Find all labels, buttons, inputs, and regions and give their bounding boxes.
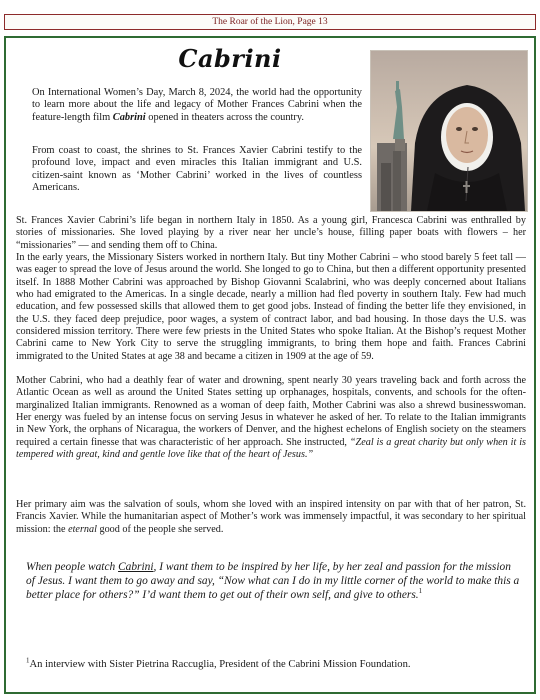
body-paragraph-2: In the early years, the Missionary Sisters worked in northern Italy. But tiny Mother Cabrini – who stood barely 5 feet tall — was eager to spread the love of Jesus around the world. She longed to go to China, but then a different opportunity presented itself. In 1888 Mother Cabrini was approached by Bishop Giovanni Scalabrini, who was deeply concerned about Italians who had emigrated to the Americas. In a single decade, nearly a million had fled poverty in southern Italy. Few had much education, and few possessed skills that allowed them to get good jobs. Instead of finding the better life they envisioned, in the U.S. they faced deep prejudice, poor wages, a system of contract labor, and bad housing. In those days the U.S. was considered mission territory. There were few priests in the United States who spoke Italian. At the Bishop’s request Mother Cabrini came to New York City to serve the struggling immigrants, to bring them hope and faith. Frances Cabrini immigrated to the United States at age 38 and became a citizen in 1909 at the age of 59. [16,252,526,362]
cabrini-portrait-image [370,50,528,212]
body-paragraph-1: St. Frances Xavier Cabrini’s life began in northern Italy in 1850. As a young girl, Francesca Cabrini was enthralled by stories of missionaries. She loved playing by a river near her uncle’s house, filling paper boats with flowers – her “missionaries” — and sending them off to China. [16,215,526,251]
pull-quote: When people watch Cabrini, I want them to be inspired by her life, by her zeal and passion for the mission of Jesus. I want them to go away and say, “Now what can I do in my little corner of the world to make this a better place for others?” I’d want them to get out of their own self, and give to others.$^1$ [26,561,520,602]
header-text: The Roar of the Lion, Page 13 [212,17,328,27]
body-paragraph-4: Her primary aim was the salvation of souls, whom she loved with an inspired intensity on par with that of her patron, St. Francis Xavier. While the humanitarian aspect of Mother’s work was immensely impactful, it was secondary to her spiritual mission: the eternal good of the people she served. [16,499,526,535]
film-title: Cabrini [112,111,146,123]
intro-paragraph-1: On International Women’s Day, March 8, 2024, the world had the opportunity to learn more about the life and legacy of Mother Frances Cabrini when the feature-length film Cabrini opened in theaters across the country. [32,87,362,123]
intro-paragraph-2: From coast to coast, the shrines to St. Frances Xavier Cabrini testify to the profound love, impact and even miracles this Italian immigrant and U.S. citizen-saint known as ‘Mother Cabrini’ worked in the lives of countless Americans. [32,145,362,194]
body-paragraph-3: Mother Cabrini, who had a deathly fear of water and drowning, spent nearly 30 years traveling back and forth across the Atlantic Ocean as well as around the United States setting up orphanages, hospitals, convents, and schools for the often-marginalized Italian immigrants. Renowned as a woman of deep faith, Mother Cabrini was also a shrewd businesswoman. Her energy was fueled by an intense focus on serving Jesus in whatever he asked of her. To relate to the Italian immigrants in New York, the orphans of Nicaragua, the workers of Denver, and the highest echelons of English society on the steamers required a certain finesse that was characteristic of her approach. She instructed, “Zeal is a great charity but only when it is tempered with great, kind and gentle love like that of the heart of Jesus.” [16,375,526,461]
page-header [4,14,536,30]
article-title: Cabrini [178,44,282,73]
footnote-marker: 1 [418,587,423,596]
footnote: $^1$An interview with Sister Pietrina Raccuglia, President of the Cabrini Mission Foundation. [26,656,411,670]
inline-quote: “Zeal is a great charity but only when it is tempered with great, kind and gentle love like that of the heart of Jesus.” [16,436,526,461]
